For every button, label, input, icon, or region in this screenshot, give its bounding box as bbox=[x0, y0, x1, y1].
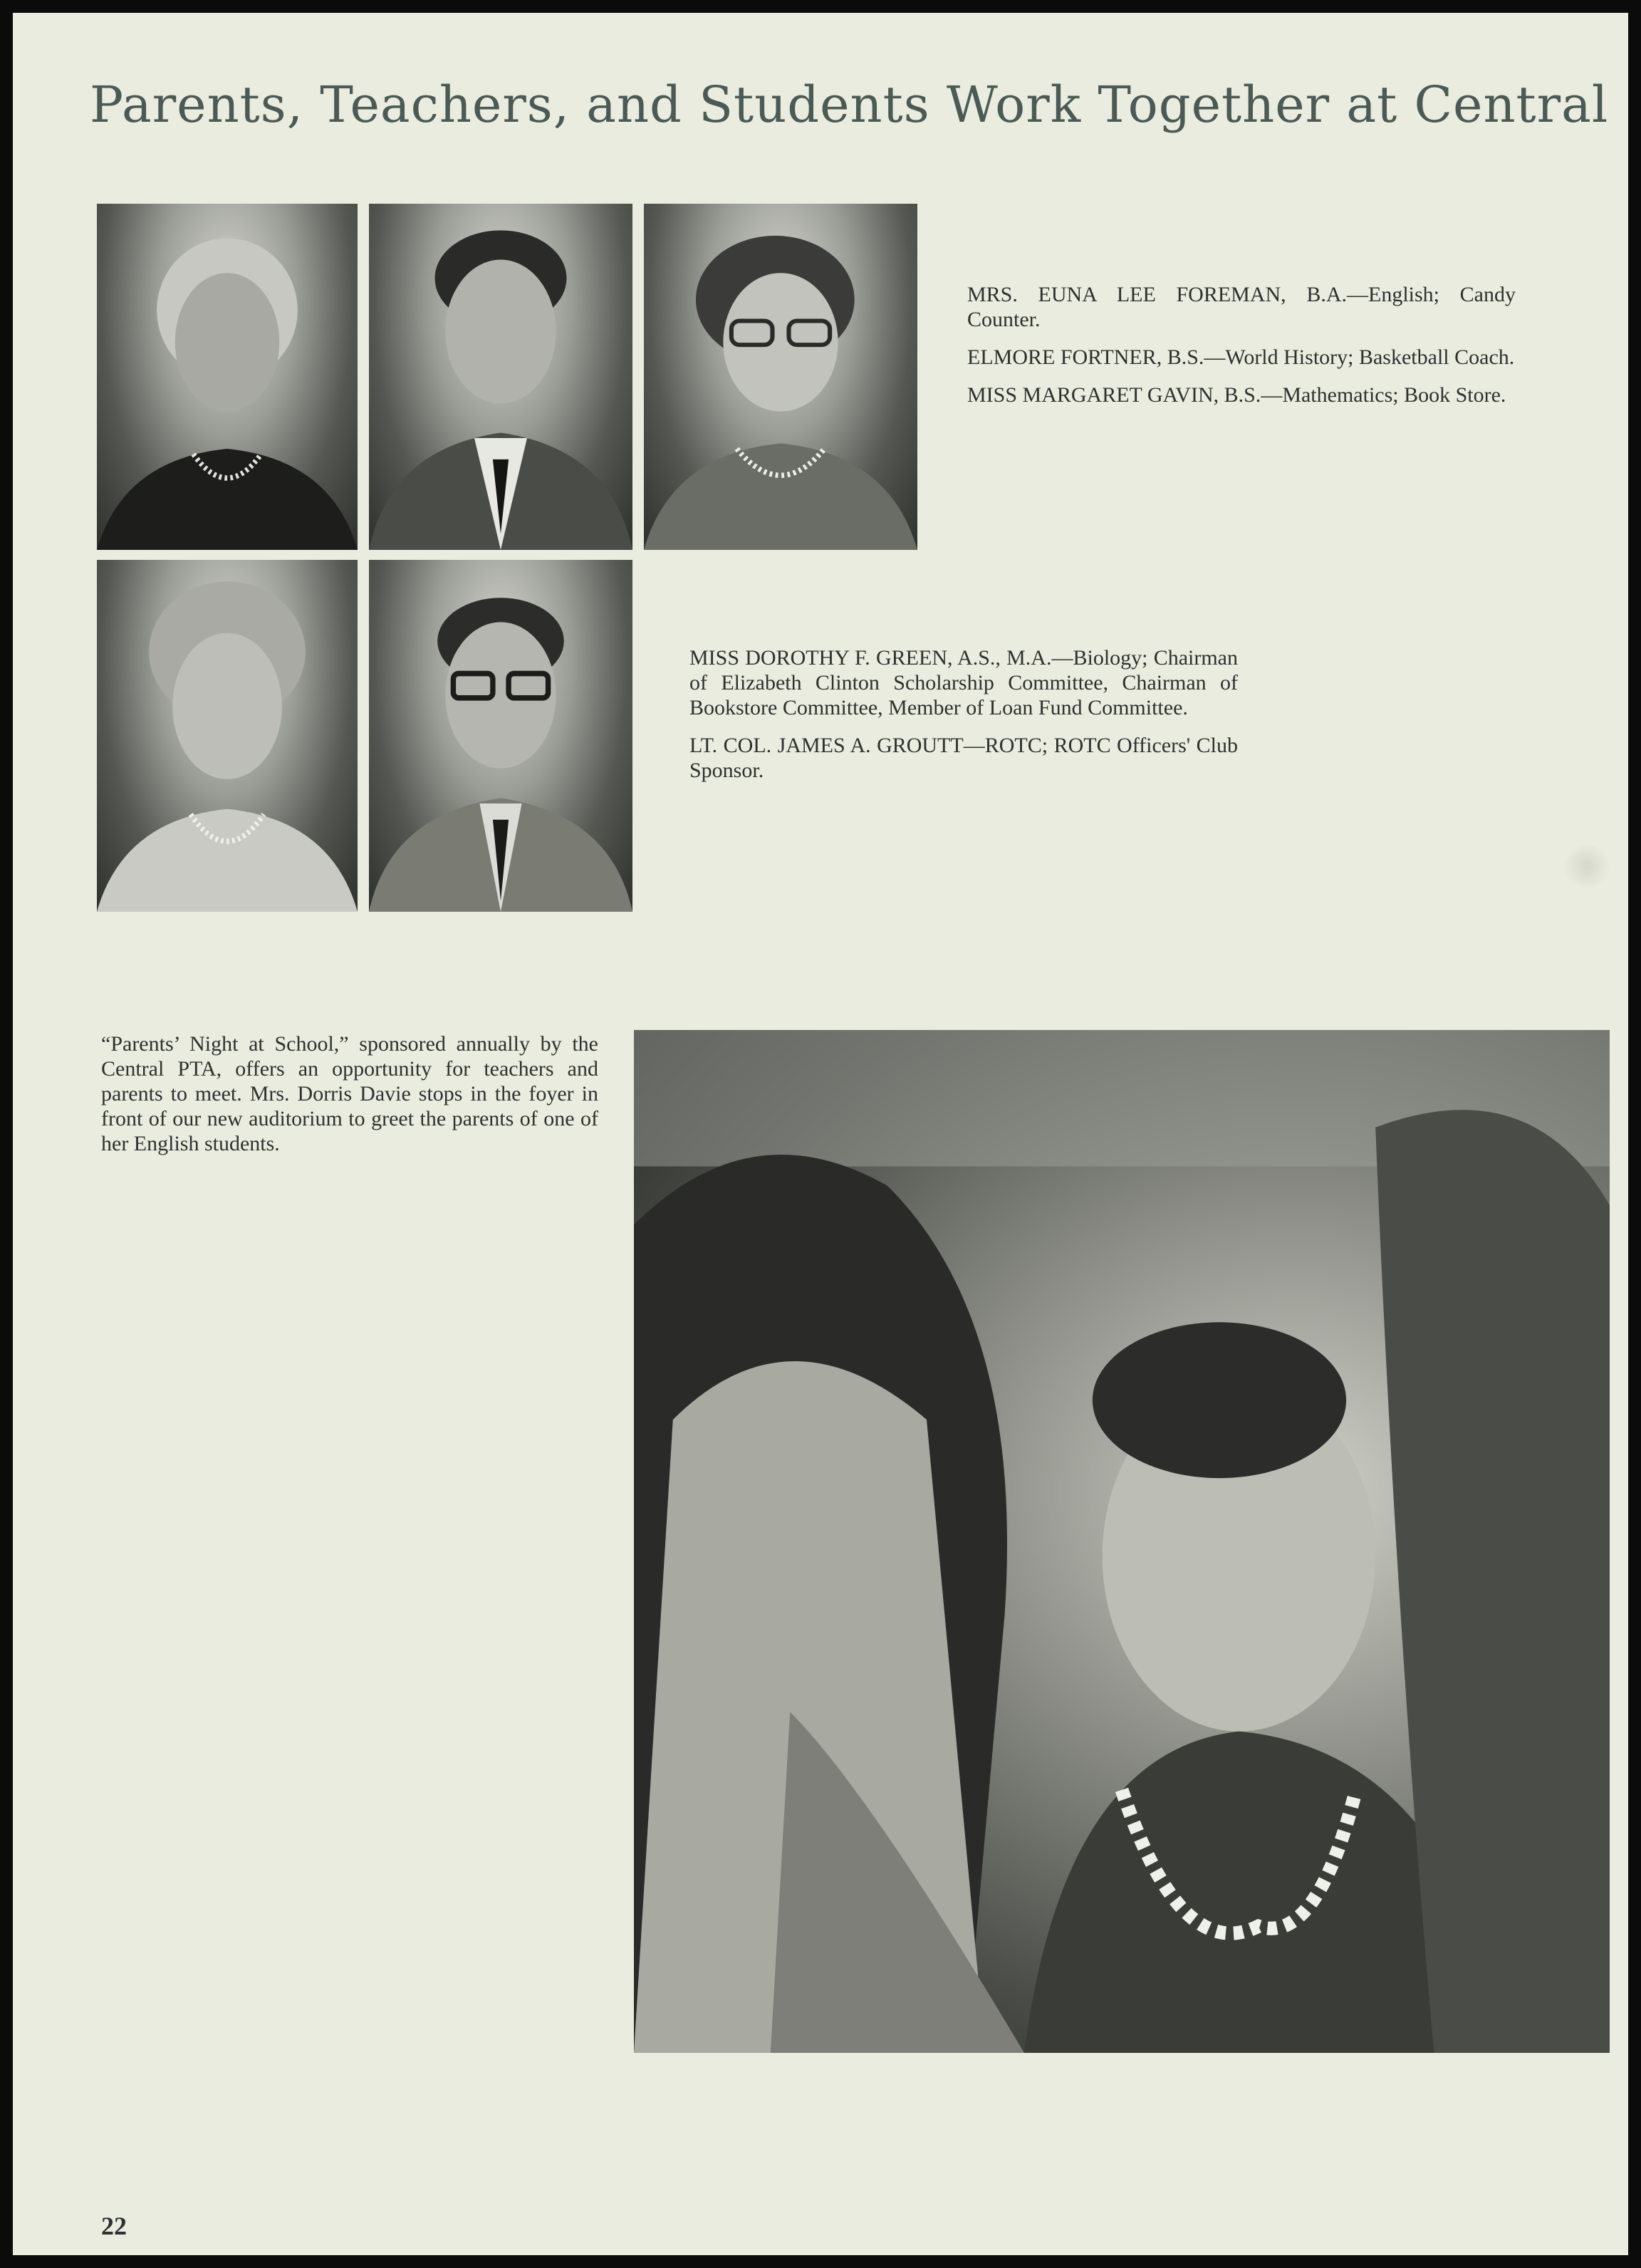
faculty-name: LT. COL. JAMES A. GROUTT bbox=[689, 734, 964, 757]
faculty-entry bbox=[967, 345, 1516, 370]
portrait-groutt-photo bbox=[369, 560, 632, 912]
faculty-captions-bottom bbox=[689, 645, 1238, 796]
faculty-entry bbox=[689, 645, 1238, 720]
page-number: 22 bbox=[101, 2212, 127, 2240]
portrait-foreman-photo bbox=[97, 204, 358, 550]
faculty-name: MISS DOROTHY F. GREEN, A.S., M.A. bbox=[689, 646, 1052, 670]
faculty-name: MRS. EUNA LEE FOREMAN, B.A. bbox=[967, 283, 1347, 306]
portrait-green-photo bbox=[97, 560, 358, 912]
parents-night-photo bbox=[634, 1030, 1610, 2053]
page-title: Parents, Teachers, and Students Work Together at Central bbox=[90, 76, 1609, 134]
faculty-entry bbox=[689, 733, 1238, 783]
paper-smudge bbox=[1564, 845, 1610, 888]
feature-caption-text: “Parents’ Night at School,” sponsored annually by the Central PTA, offers an opportunity for teachers and parents to meet. Mrs. Dorris Davie stops in the foyer in front of our new auditorium to greet the parents of one of her English students. bbox=[101, 1032, 598, 1155]
faculty-name: MISS MARGARET GAVIN, B.S. bbox=[967, 383, 1261, 407]
faculty-entry bbox=[967, 282, 1516, 332]
faculty-details: —ROTC; ROTC Officers' Club Sponsor. bbox=[689, 734, 1239, 782]
faculty-details: —English; Candy Counter. bbox=[967, 283, 1516, 331]
feature-caption bbox=[101, 1031, 598, 1169]
faculty-details: —Biology; Chairman of Elizabeth Clinton Scholarship Committee, Chairman of Bookstore Committee, Member of Loan Fund Committee. bbox=[689, 646, 1238, 719]
faculty-name: ELMORE FORTNER, B.S. bbox=[967, 345, 1204, 369]
portrait-gavin-photo bbox=[644, 204, 917, 550]
faculty-details: —World History; Basketball Coach. bbox=[1204, 345, 1515, 369]
faculty-entry bbox=[967, 383, 1516, 407]
faculty-captions-top bbox=[967, 282, 1516, 420]
yearbook-page bbox=[13, 13, 1628, 2255]
portrait-fortner-photo bbox=[369, 204, 632, 550]
faculty-details: —Mathematics; Book Store. bbox=[1261, 383, 1506, 407]
